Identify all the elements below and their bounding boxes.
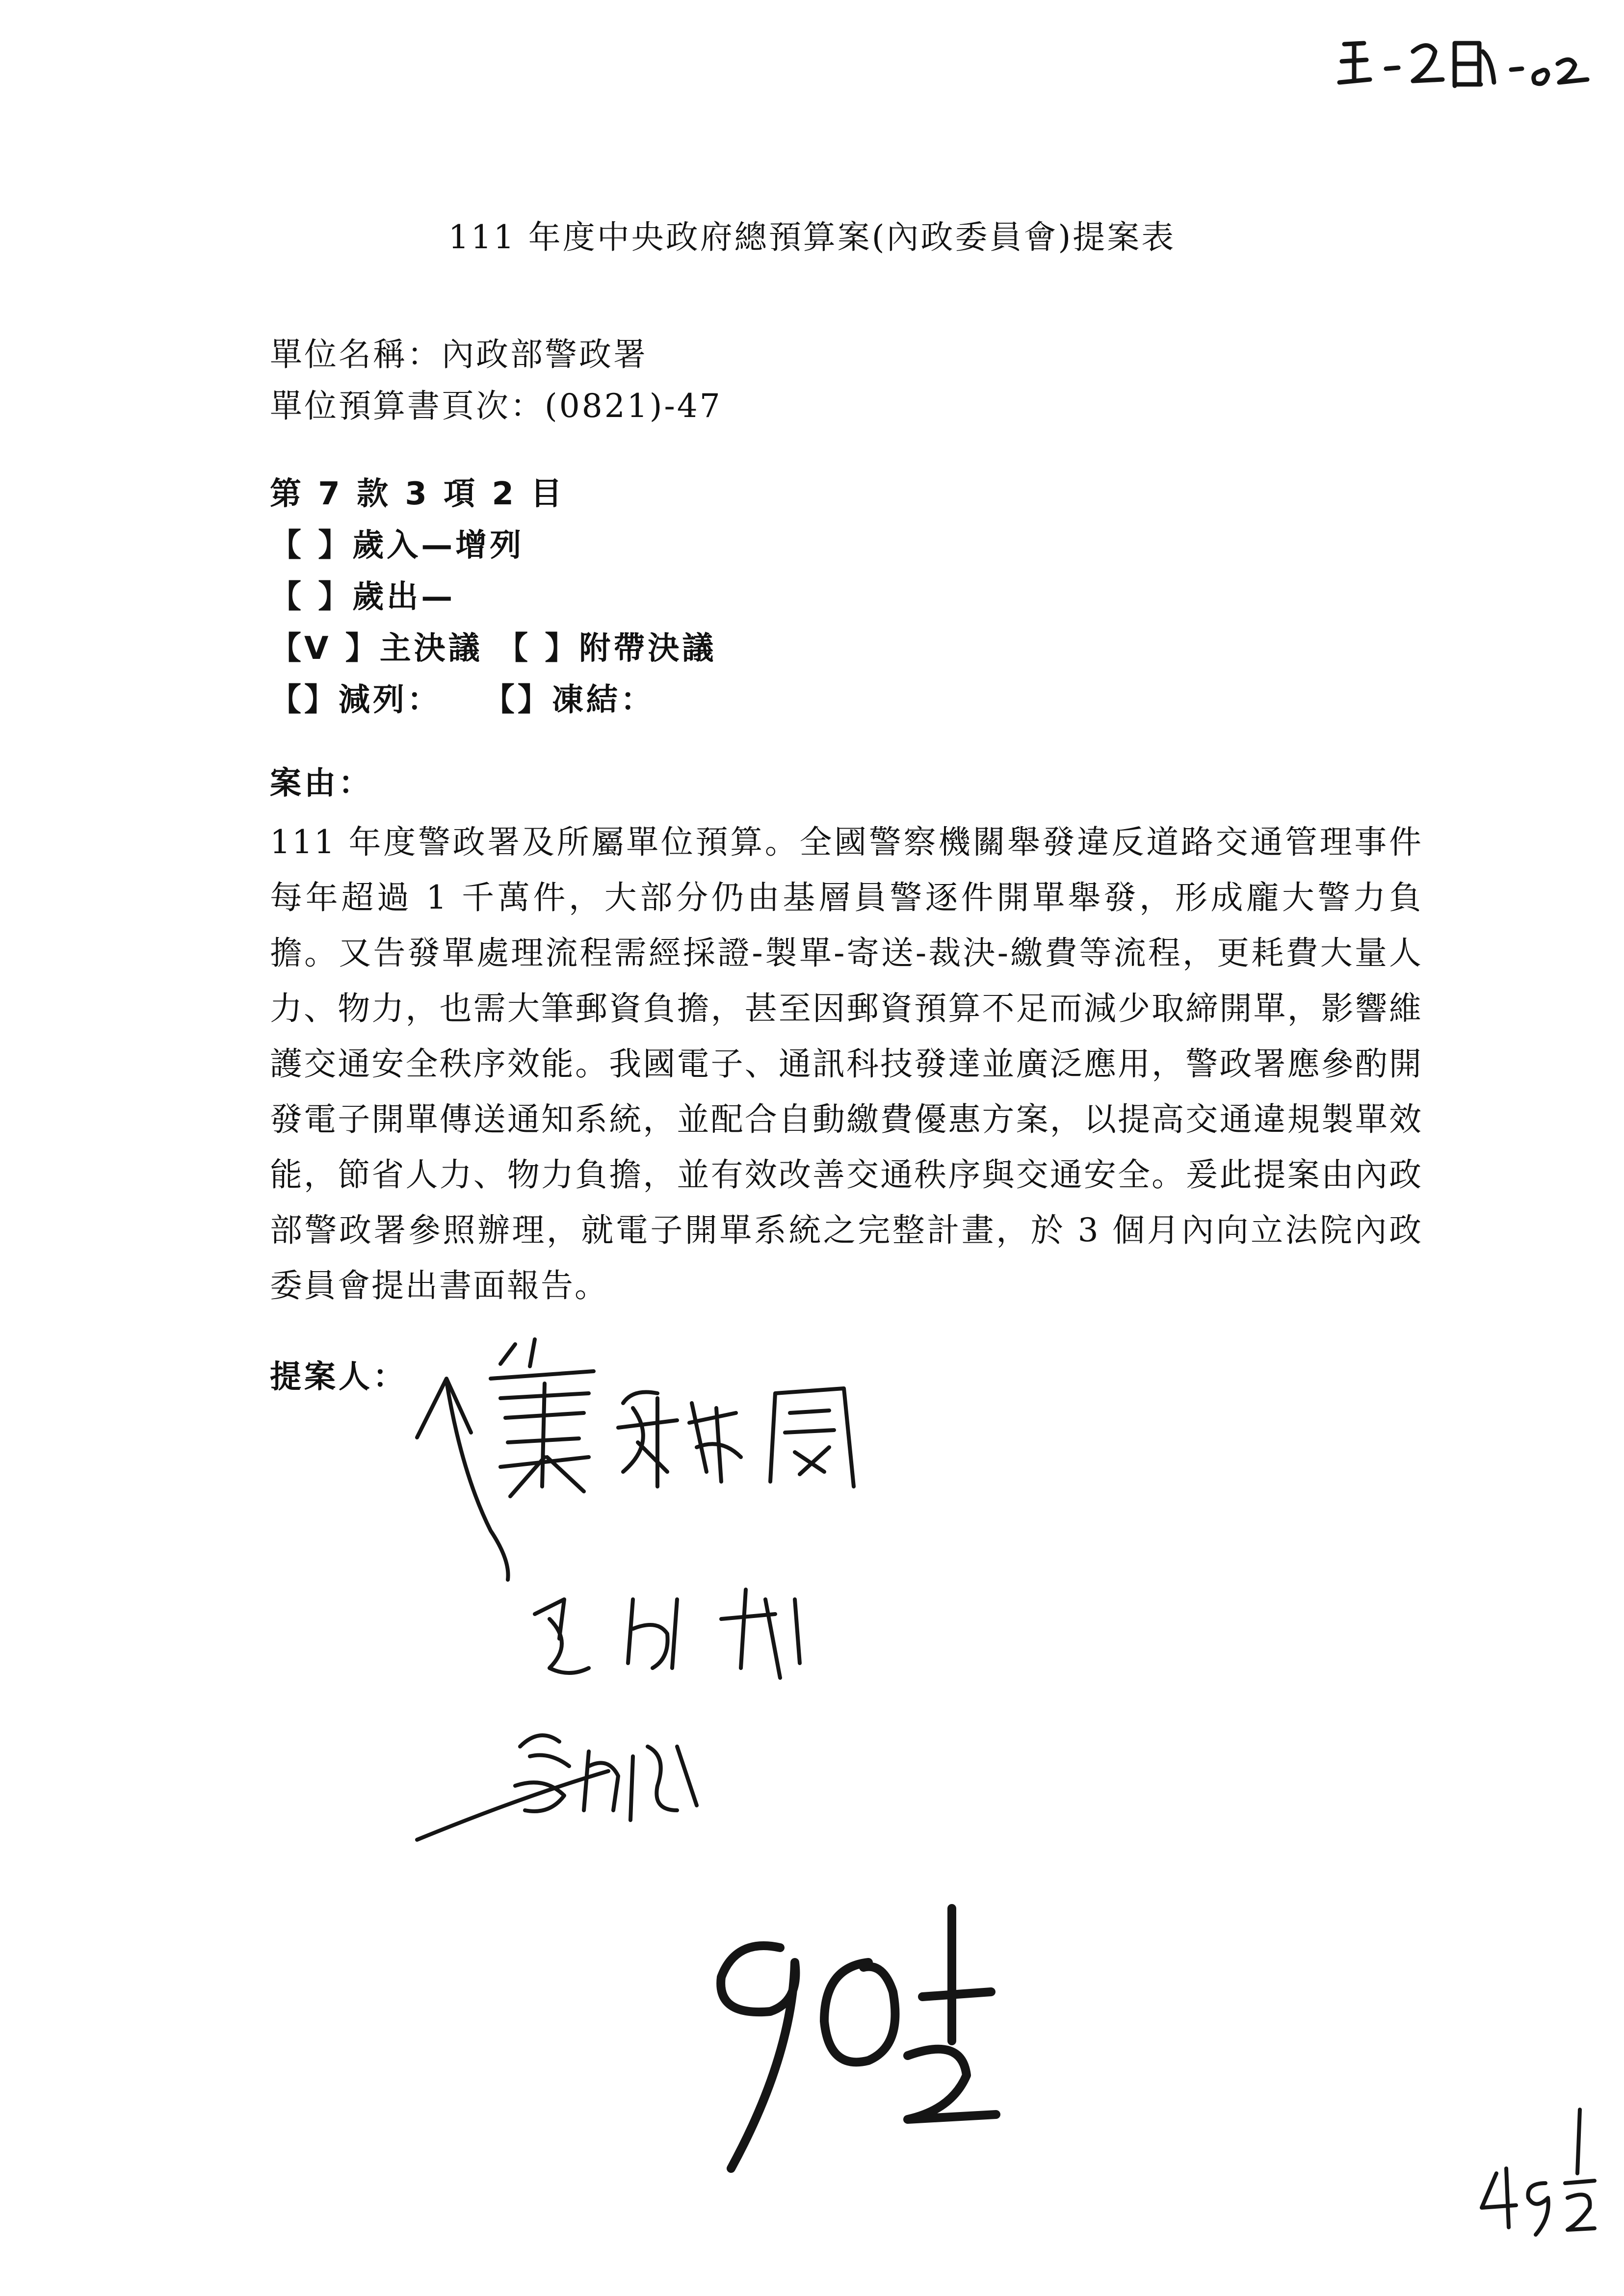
- signatures: [402, 1325, 942, 1889]
- proposer-label: 提案人：: [270, 1359, 407, 1395]
- handwritten-page-number: [1472, 2100, 1599, 2247]
- section-line: 第 7 款 3 項 2 目: [270, 476, 565, 512]
- page-number-drawing: [1472, 2100, 1599, 2247]
- unit-name: 單位名稱：內政部警政署: [270, 336, 648, 373]
- unit-info: [270, 329, 722, 432]
- reason-label: 案由：: [270, 765, 373, 802]
- handwritten-date-drawing: [1325, 25, 1599, 98]
- handwritten-total-drawing: [677, 1894, 1050, 2198]
- revenue-line: 【 】歲入—增列: [270, 527, 524, 564]
- handwritten-signatures-drawing: [402, 1325, 942, 1889]
- unit-budget-page: 單位預算書頁次：(0821)-47: [270, 387, 722, 425]
- handwritten-date-note: [1325, 25, 1599, 98]
- resolution-line: 【V 】主決議 【 】附帶決議: [270, 630, 717, 667]
- expenditure-line: 【 】歲出—: [270, 579, 456, 615]
- handwritten-total: [677, 1894, 1050, 2198]
- reason-text: 111 年度警政署及所屬單位預算。全國警察機關舉發違反道路交通管理事件每年超過 1 千萬件，大部分仍由基層員警逐件開單舉發，形成龐大警力負擔。又告發單處理流程需經採證-製單-寄送-裁決-繳費等流程，更耗費大量人力、物力，也需大筆郵資負擔，甚至因郵資預算不足而減少取締開單，影響維護交通安全秩序效能。我國電子、通訊科技發達並廣泛應用，警政署應參酌開發電子開單傳送通知系統，並配合自動繳費優惠方案，以提高交通違規製單效能，節省人力、物力負擔，並有效改善交通秩序與交通安全。爰此提案由內政部警政署參照辦理，就電子開單系統之完整計畫，於 3 個月內向立法院內政委員會提出書面報告。: [270, 823, 1423, 1305]
- page-title: 111 年度中央政府總預算案(內政委員會)提案表: [448, 218, 1176, 256]
- reduce-freeze-line: 【】減列： 【】凍結：: [270, 682, 655, 718]
- budget-classification: [270, 469, 716, 726]
